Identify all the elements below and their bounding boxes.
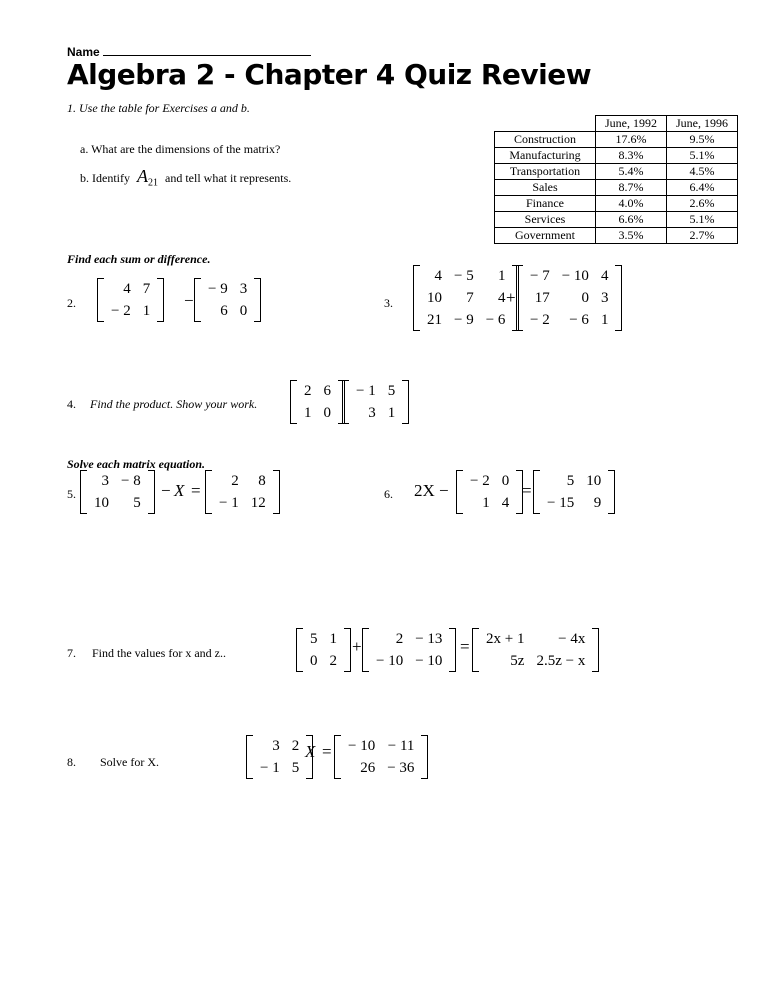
- matrix-entry: − 2: [111, 303, 131, 319]
- matrix-row: [480, 628, 591, 650]
- matrix-row: [342, 735, 420, 757]
- matrix-entry: − 5: [454, 268, 474, 284]
- matrix-entry: − 15: [547, 495, 575, 511]
- matrix-row: [480, 650, 591, 672]
- table-header-row: [495, 116, 738, 132]
- q5-equals: =: [191, 481, 201, 500]
- matrix-bracket-right: [254, 278, 261, 322]
- q2-operator: −: [184, 291, 194, 310]
- matrix-entry: 21: [427, 312, 442, 328]
- matrix-entry: 3: [272, 738, 280, 754]
- matrix-entry: 0: [501, 473, 510, 489]
- cell: 5.1%: [667, 148, 738, 164]
- matrix-entry: 1: [600, 312, 609, 328]
- matrix-entry: 8: [258, 473, 266, 489]
- q6-matrix-a: [456, 470, 523, 514]
- sum-heading: Find each sum or difference.: [67, 252, 211, 266]
- matrix-bracket-left: [80, 470, 87, 514]
- matrix-row: [88, 492, 147, 514]
- matrix-entry: 1: [482, 495, 490, 511]
- cell: 4.0%: [596, 196, 667, 212]
- matrix-row: [304, 628, 343, 650]
- q8-equals: =: [322, 742, 332, 761]
- matrix-entry: 4: [600, 268, 609, 284]
- matrix-entry: 3: [368, 405, 376, 421]
- q5-matrix-b: [205, 470, 280, 514]
- row-label: Sales: [495, 180, 596, 196]
- matrix-bracket-right: [449, 628, 456, 672]
- matrix-entry: 5: [133, 495, 141, 511]
- matrix-row: [350, 402, 401, 424]
- q6-matrix-b: [533, 470, 615, 514]
- matrix-bracket-left: [97, 278, 104, 322]
- row-label: Government: [495, 228, 596, 244]
- matrix-row: [350, 380, 401, 402]
- matrix-row: [370, 650, 448, 672]
- q6-equals: =: [522, 481, 532, 500]
- matrix-row: [254, 735, 305, 757]
- matrix-entry: 3: [600, 290, 609, 306]
- matrix-entry: 2: [329, 653, 337, 669]
- matrix-bracket-right: [157, 278, 164, 322]
- matrix-bracket-left: [533, 470, 540, 514]
- matrix-row: [421, 265, 511, 287]
- matrix-entry: 1: [387, 405, 396, 421]
- q7-matrix-b: [362, 628, 456, 672]
- matrix-entry: 6: [220, 303, 228, 319]
- cell: 3.5%: [596, 228, 667, 244]
- name-blank-line: [103, 44, 311, 56]
- matrix-entry: 5z: [510, 653, 525, 669]
- cell: 5.1%: [667, 212, 738, 228]
- matrix-entry: 5: [387, 383, 396, 399]
- q1b-var: A: [137, 166, 148, 186]
- q5-var-x: X: [174, 481, 185, 500]
- matrix-bracket-right: [273, 470, 280, 514]
- matrix-row: [213, 470, 272, 492]
- matrix-row: [304, 650, 343, 672]
- matrix-entry: − 10: [415, 653, 443, 669]
- matrix-entry: 4: [497, 290, 506, 306]
- col-header: June, 1992: [596, 116, 667, 132]
- q7-plus: +: [352, 637, 362, 656]
- matrix-row: [421, 309, 511, 331]
- matrix-entry: 17: [534, 290, 550, 306]
- matrix-entry: 4: [501, 495, 510, 511]
- matrix-row: [464, 470, 515, 492]
- row-label: Manufacturing: [495, 148, 596, 164]
- table-row: [495, 132, 738, 148]
- matrix-bracket-right: [344, 628, 351, 672]
- matrix-bracket-left: [290, 380, 297, 424]
- solve-heading: Solve each matrix equation.: [67, 457, 205, 471]
- matrix-row: [421, 287, 511, 309]
- matrix-row: [202, 278, 253, 300]
- matrix-bracket-left: [413, 265, 420, 331]
- q7-prompt: Find the values for x and z..: [92, 646, 226, 660]
- q3-matrix-a: [413, 265, 519, 331]
- matrix-entry: 10: [427, 290, 442, 306]
- q1b-suffix: and tell what it represents.: [165, 171, 292, 185]
- matrix-entry: 0: [310, 653, 318, 669]
- matrix-bracket-left: [362, 628, 369, 672]
- matrix-entry: 7: [142, 281, 151, 297]
- matrix-entry: − 9: [208, 281, 228, 297]
- matrix-entry: 6: [323, 383, 331, 399]
- matrix-entry: − 2: [530, 312, 550, 328]
- matrix-bracket-left: [472, 628, 479, 672]
- table-row: [495, 212, 738, 228]
- matrix-entry: 4: [123, 281, 131, 297]
- matrix-entry: 5: [566, 473, 575, 489]
- matrix-bracket-left: [334, 735, 341, 779]
- row-label: Transportation: [495, 164, 596, 180]
- matrix-entry: − 13: [415, 631, 443, 647]
- q4-matrix-b: [342, 380, 409, 424]
- cell: 6.6%: [596, 212, 667, 228]
- matrix-row: [88, 470, 147, 492]
- cell: 17.6%: [596, 132, 667, 148]
- q3-number: 3.: [384, 296, 393, 310]
- matrix-row: [464, 492, 515, 514]
- q1b-prefix: b. Identify: [80, 171, 130, 185]
- table-row: [495, 228, 738, 244]
- cell: 2.6%: [667, 196, 738, 212]
- matrix-bracket-left: [456, 470, 463, 514]
- q6-lhs: 2X −: [414, 481, 449, 500]
- matrix-entry: − 8: [121, 473, 141, 489]
- cell: 8.3%: [596, 148, 667, 164]
- q3-matrix-b: [516, 265, 622, 331]
- matrix-row: [213, 492, 272, 514]
- matrix-entry: − 1: [260, 760, 280, 776]
- matrix-row: [298, 380, 337, 402]
- cell: 6.4%: [667, 180, 738, 196]
- matrix-entry: − 10: [376, 653, 404, 669]
- q8-prompt: Solve for X.: [100, 755, 159, 769]
- table-row: [495, 180, 738, 196]
- name-label: Name: [67, 45, 100, 59]
- table-row: [495, 148, 738, 164]
- matrix-entry: 5: [310, 631, 318, 647]
- table-row: [495, 164, 738, 180]
- matrix-entry: − 6: [569, 312, 589, 328]
- matrix-entry: − 9: [454, 312, 474, 328]
- matrix-entry: 1: [304, 405, 312, 421]
- matrix-bracket-left: [205, 470, 212, 514]
- matrix-row: [298, 402, 337, 424]
- matrix-entry: 0: [239, 303, 248, 319]
- matrix-bracket-left: [246, 735, 253, 779]
- table-corner: [495, 116, 596, 132]
- q8-matrix-b: [334, 735, 428, 779]
- matrix-entry: − 11: [387, 738, 415, 754]
- matrix-entry: 2: [395, 631, 404, 647]
- q2-matrix-a: [97, 278, 164, 322]
- matrix-entry: 10: [586, 473, 602, 489]
- matrix-entry: − 7: [530, 268, 550, 284]
- matrix-entry: − 6: [485, 312, 506, 328]
- matrix-entry: 26: [360, 760, 376, 776]
- q7-equals: =: [460, 637, 470, 656]
- row-label: Construction: [495, 132, 596, 148]
- matrix-bracket-right: [615, 265, 622, 331]
- cell: 4.5%: [667, 164, 738, 180]
- employment-table: [494, 115, 738, 244]
- matrix-entry: 2: [231, 473, 239, 489]
- matrix-entry: 1: [142, 303, 151, 319]
- matrix-entry: − 1: [219, 495, 239, 511]
- matrix-entry: 1: [497, 268, 506, 284]
- matrix-bracket-right: [148, 470, 155, 514]
- table-row: [495, 196, 738, 212]
- matrix-entry: 2x + 1: [486, 631, 525, 647]
- matrix-entry: − 1: [356, 383, 376, 399]
- matrix-bracket-left: [194, 278, 201, 322]
- q4-prompt: Find the product. Show your work.: [90, 397, 258, 411]
- matrix-entry: 3: [101, 473, 109, 489]
- matrix-row: [105, 278, 156, 300]
- row-label: Finance: [495, 196, 596, 212]
- matrix-entry: − 10: [561, 268, 589, 284]
- q4-number: 4.: [67, 397, 76, 411]
- matrix-entry: − 2: [470, 473, 490, 489]
- col-header: June, 1996: [667, 116, 738, 132]
- q1-prompt: [67, 101, 250, 116]
- q1a-text: a. What are the dimensions of the matrix?: [80, 142, 281, 156]
- matrix-entry: − 10: [348, 738, 376, 754]
- q7-number: 7.: [67, 646, 76, 660]
- page-title: Algebra 2 - Chapter 4 Quiz Review: [67, 58, 592, 91]
- matrix-row: [524, 265, 614, 287]
- matrix-entry: 9: [593, 495, 602, 511]
- matrix-bracket-right: [592, 628, 599, 672]
- q4-matrix-a: [290, 380, 345, 424]
- matrix-row: [105, 300, 156, 322]
- matrix-entry: 5: [291, 760, 300, 776]
- matrix-entry: 2: [291, 738, 300, 754]
- q1-prompt-text: 1. Use the table for Exercises a and b.: [67, 101, 250, 115]
- name-field: [67, 44, 311, 59]
- matrix-row: [202, 300, 253, 322]
- matrix-row: [541, 492, 607, 514]
- q1b-text: [80, 166, 291, 188]
- matrix-row: [342, 757, 420, 779]
- matrix-bracket-right: [421, 735, 428, 779]
- matrix-row: [254, 757, 305, 779]
- q1b-sub: 21: [148, 177, 158, 189]
- matrix-entry: 2: [304, 383, 312, 399]
- matrix-entry: 10: [94, 495, 109, 511]
- cell: 5.4%: [596, 164, 667, 180]
- matrix-bracket-left: [296, 628, 303, 672]
- matrix-entry: 12: [250, 495, 266, 511]
- q5-minus: −: [161, 481, 171, 500]
- cell: 9.5%: [667, 132, 738, 148]
- matrix-entry: 4: [434, 268, 442, 284]
- q7-matrix-a: [296, 628, 351, 672]
- q3-operator: +: [506, 288, 516, 307]
- matrix-bracket-right: [402, 380, 409, 424]
- matrix-row: [541, 470, 607, 492]
- q2-matrix-b: [194, 278, 261, 322]
- q7-matrix-c: [472, 628, 599, 672]
- q5-number: 5.: [67, 487, 76, 501]
- cell: 8.7%: [596, 180, 667, 196]
- row-label: Services: [495, 212, 596, 228]
- matrix-bracket-left: [516, 265, 523, 331]
- cell: 2.7%: [667, 228, 738, 244]
- matrix-entry: − 4x: [558, 631, 586, 647]
- q6-number: 6.: [384, 487, 393, 501]
- matrix-row: [524, 309, 614, 331]
- q5-matrix-a: [80, 470, 155, 514]
- matrix-entry: 2.5z − x: [536, 653, 586, 669]
- matrix-entry: 7: [466, 290, 474, 306]
- q2-number: 2.: [67, 296, 76, 310]
- q8-matrix-a: [246, 735, 316, 779]
- matrix-row: [370, 628, 448, 650]
- q8-number: 8.: [67, 755, 76, 769]
- q8-var-x: X: [305, 742, 316, 761]
- matrix-row: [524, 287, 614, 309]
- matrix-entry: 3: [239, 281, 248, 297]
- matrix-entry: − 36: [387, 760, 415, 776]
- matrix-entry: 0: [581, 290, 589, 306]
- matrix-entry: 0: [323, 405, 331, 421]
- matrix-bracket-left: [342, 380, 349, 424]
- matrix-entry: 1: [329, 631, 337, 647]
- matrix-bracket-right: [608, 470, 615, 514]
